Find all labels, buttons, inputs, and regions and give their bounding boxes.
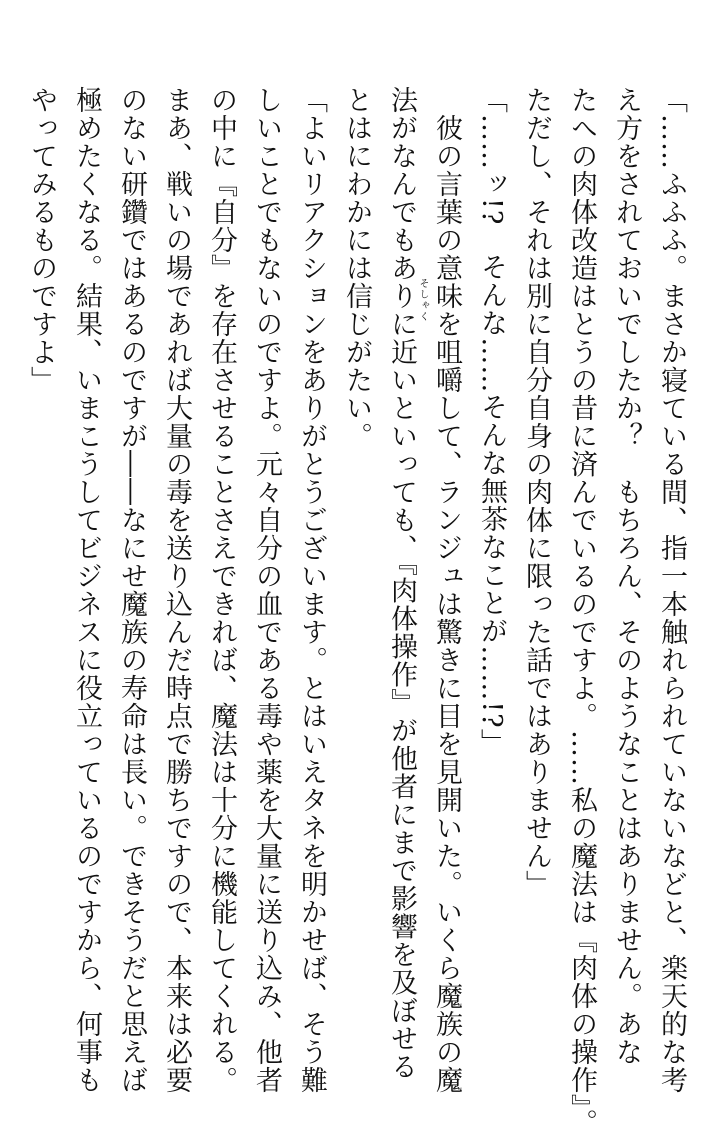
furigana: そしゃく xyxy=(417,278,428,322)
text-line: 「よいリアクションをありがとうございます。とはいえタネを明かせば、そう難 xyxy=(296,86,327,1094)
text-line: 「……ッ!? そんな……そんな無茶なことが……!?」 xyxy=(476,86,507,757)
text-line: のない研鑽ではあるのですが――なにせ魔族の寿命は長い。できそうだと思えば xyxy=(116,86,147,1094)
text-line: の中に『自分』を存在させることさえできれば、魔法は十分に機能してくれる。 xyxy=(206,86,237,1094)
text-line: しいことでもないのですよ。元々自分の血である毒や薬を大量に送り込み、他者 xyxy=(251,86,282,1094)
text-line: たへの肉体改造はとうの昔に済んでいるのですよ。……私の魔法は『肉体の操作』。 xyxy=(566,86,597,1137)
text-line: ただし、それは別に自分自身の肉体に限った話ではありません」 xyxy=(521,86,552,898)
text-line: やってみるものですよ」 xyxy=(26,86,57,394)
text-line: 極めたくなる。結果、いまこうしてビジネスに役立っているのですから、何事も xyxy=(71,86,102,1094)
text-line: 法がなんでもありに近いといっても、『肉体操作』が他者にまで影響を及ぼせる xyxy=(386,86,417,1081)
text-line: 彼の言葉の意味を咀嚼して、ランジュは驚きに目を見開いた。いくら魔族の魔 xyxy=(431,86,462,1094)
text-line: 「……ふふふ。まさか寝ている間、指一本触れられていないなどと、楽天的な考 xyxy=(656,86,687,1094)
text-line: まあ、戦いの場であれば大量の毒を送り込んだ時点で勝ちですので、本来は必要 xyxy=(161,86,192,1094)
text-line: とはにわかには信じがたい。 xyxy=(341,86,372,450)
text-line: え方をされておいでしたか？ もちろん、そのようなことはありません。あな xyxy=(611,86,642,1066)
